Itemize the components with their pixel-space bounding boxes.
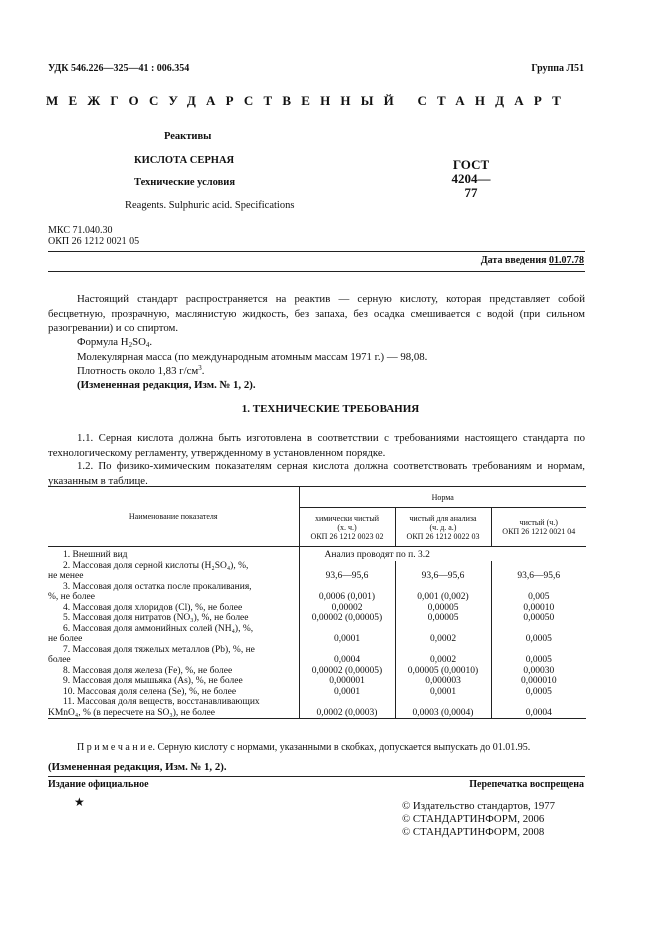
amendment-note-2: (Измененная редакция, Изм. № 1, 2). (48, 761, 227, 773)
row-name: 2. Массовая доля серной кислоты (H₂SO₄), %, не менее (48, 560, 249, 581)
table-row (48, 613, 586, 624)
row-value-v2: 0,0002 (395, 645, 491, 666)
row-value-v3: 0,00050 (491, 613, 586, 624)
row-value-v2: 0,0002 (395, 624, 491, 645)
mks-code: МКС 71.040.30 (48, 225, 113, 236)
row-value-merged: Анализ проводят по п. 3.2 (299, 547, 586, 561)
title-subtitle: Технические условия (134, 177, 236, 188)
title-english: Reagents. Sulphuric acid. Specifications (125, 200, 295, 211)
row-name: 3. Массовая доля остатка после прокаливания, %, не более (48, 581, 252, 602)
copyright-line: © СТАНДАРТИНФОРМ, 2008 (402, 826, 545, 838)
table-note: П р и м е ч а н и е. Серную кислоту с нормами, указанными в скобках, допускается выпускать до 01.01.95. (77, 742, 531, 753)
row-name: 8. Массовая доля железа (Fe), %, не более (63, 665, 233, 676)
table-row (48, 666, 586, 677)
row-value-v2: 0,00005 (395, 613, 491, 624)
gost-designation (446, 158, 496, 200)
table-row (48, 676, 586, 687)
section-title: 1. ТЕХНИЧЕСКИЕ ТРЕБОВАНИЯ (241, 403, 420, 415)
date-value: 01.07.78 (549, 255, 584, 266)
table-row (48, 561, 586, 582)
star-mark: ★ (74, 795, 85, 809)
amendment-note: (Измененная редакция, Изм. № 1, 2). (77, 379, 256, 391)
title-category: Реактивы (164, 131, 212, 142)
row-name: 11. Массовая доля веществ, восстанавливающих KMnO₄, % (в пересчете на SO₃), не более (48, 697, 299, 719)
density-line: Плотность около 1,83 $г/см^3$. (77, 364, 205, 377)
row-value-v3: 0,00030 (491, 666, 586, 677)
table-row (48, 603, 586, 614)
table-row (48, 547, 586, 561)
row-value-v3: 93,6—95,6 (491, 561, 586, 582)
row-value-v2: 0,0003 (0,0004) (395, 697, 491, 719)
classification-codes (48, 225, 139, 247)
reprint-prohibited: Перепечатка воспрещена (469, 779, 584, 790)
molar-mass-line: Молекулярная масса (по международным атомным массам 1971 г.) — 98,08. (77, 351, 428, 363)
row-name: 6. Массовая доля аммонийных солей (NH₄), %, не более (48, 623, 254, 644)
copyright-line: © Издательство стандартов, 1977 (402, 800, 556, 812)
gost-number: 4204—77 (451, 171, 491, 200)
paragraph-1-2: 1.2. По физико-химическим показателям серная кислота должна соответствовать требованиям и нормам, указанным в таблице. (48, 460, 585, 487)
row-value-v2: 0,00005 (0,00010) (395, 666, 491, 677)
row-value-v1: 0,00002 (299, 603, 395, 614)
row-value-v3: 0,0004 (491, 697, 586, 719)
divider (48, 251, 585, 252)
row-value-v1: 0,0001 (299, 624, 395, 645)
okp-code: ОКП 26 1212 0021 05 (48, 236, 140, 247)
row-value-v3: 0,0005 (491, 624, 586, 645)
official-edition: Издание официальное (48, 779, 149, 790)
paragraph-1-1: 1.1. Серная кислота должна быть изготовлена в соответствии с требованиями настоящего стандарта по технологическому регламенту, утвержденному в установленном порядке. (48, 432, 585, 459)
row-name: 9. Массовая доля мышьяка (As), %, не более (63, 676, 243, 686)
row-value-v1: 0,0001 (299, 687, 395, 698)
row-name: 5. Массовая доля нитратов (NO₃), %, не более (63, 613, 249, 623)
row-value-v1: 0,0006 (0,001) (299, 582, 395, 603)
row-value-v3: 0,00010 (491, 603, 586, 614)
gost-label: ГОСТ (452, 157, 490, 172)
row-value-v3: 0,0005 (491, 645, 586, 666)
table-row (48, 697, 586, 719)
table-row (48, 687, 586, 698)
table-row (48, 624, 586, 645)
row-value-v1: 0,000001 (299, 676, 395, 687)
group-code: Группа Л51 (531, 63, 584, 74)
copyright-block (402, 800, 555, 839)
date-label: Дата введения (480, 255, 547, 266)
row-value-v3: 0,005 (491, 582, 586, 603)
divider (48, 776, 585, 777)
standard-type-heading: МЕЖГОСУДАРСТВЕННЫЙ СТАНДАРТ (46, 93, 572, 108)
table-row (48, 582, 586, 603)
row-value-v1: 93,6—95,6 (299, 561, 395, 582)
copyright-line: © СТАНДАРТИНФОРМ, 2006 (402, 813, 545, 825)
grade-header: чистый (ч.) ОКП 26 1212 0021 04 (491, 508, 586, 547)
row-value-v2: 0,0001 (395, 687, 491, 698)
udk-code: УДК 546.226—325—41 : 006.354 (48, 63, 190, 74)
table-row (48, 645, 586, 666)
col-header-name: Наименование показателя (48, 487, 299, 547)
grade-header: химически чистый (х. ч.) ОКП 26 1212 0023 02 (299, 508, 395, 547)
row-value-v1: 0,00002 (0,00005) (299, 613, 395, 624)
row-value-v2: 93,6—95,6 (395, 561, 491, 582)
row-name: 7. Массовая доля тяжелых металлов (Pb), %, не более (48, 644, 255, 665)
row-value-v2: 0,00005 (395, 603, 491, 614)
divider (48, 271, 585, 272)
col-header-norm: Норма (299, 487, 586, 508)
row-value-v1: 0,0002 (0,0003) (299, 697, 395, 719)
row-value-v2: 0,001 (0,002) (395, 582, 491, 603)
row-name: 4. Массовая доля хлоридов (Cl), %, не более (63, 602, 243, 613)
grade-header: чистый для анализа (ч. д. а.) ОКП 26 1212 0022 03 (395, 508, 491, 547)
row-value-v3: 0,0005 (491, 687, 586, 698)
row-value-v1: 0,00002 (0,00005) (299, 666, 395, 677)
row-value-v3: 0,000010 (491, 676, 586, 687)
row-value-v1: 0,0004 (299, 645, 395, 666)
formula-line: Формула $H_2SO_4$. (77, 336, 153, 349)
row-name: 10. Массовая доля селена (Se), %, не более (63, 686, 237, 697)
title-name: КИСЛОТА СЕРНАЯ (134, 155, 235, 166)
intro-paragraph: Настоящий стандарт распространяется на реактив — серную кислоту, которая представляет собой бесцветную, прозрачную, маслянистую жидкость, без запаха, без осадка смешивается с водой (при сильном разогревании) и со спиртом. (48, 293, 585, 334)
effective-date (481, 255, 584, 266)
row-name: 1. Внешний вид (63, 550, 128, 560)
requirements-table (48, 486, 586, 719)
row-value-v2: 0,000003 (395, 676, 491, 687)
